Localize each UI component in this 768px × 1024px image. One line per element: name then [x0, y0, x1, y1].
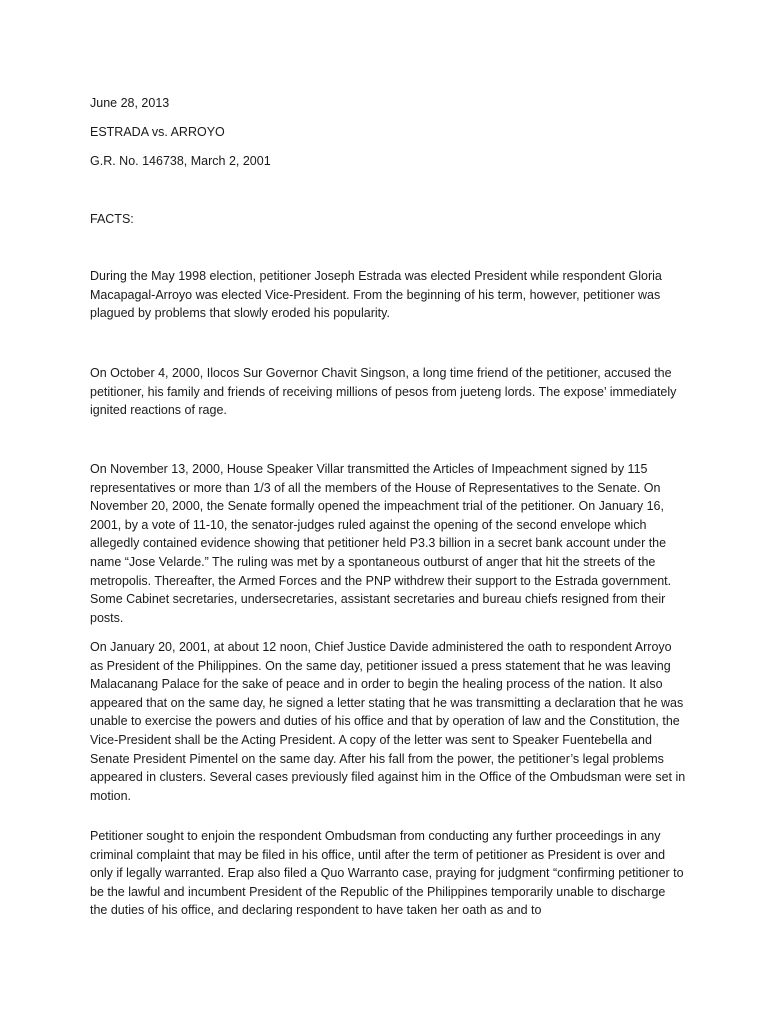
paragraph-petition: Petitioner sought to enjoin the respondent Ombudsman from conducting any further proceedings in any criminal complaint that may be filed in his office, until after the term of petitioner as President is over and only if legally warranted. Erap also filed a Quo Warranto case, praying for judgment “confirming petitioner to be the lawful and incumbent President of the Republic of the Philippines temporarily unable to discharge the duties of his office, and declaring respondent to have taken her oath as and to — [90, 829, 684, 918]
paragraph-election: During the May 1998 election, petitioner Joseph Estrada was elected President while respondent Gloria Macapagal-Arroyo was elected Vice-President. From the beginning of his term, however, petitioner was plagued by problems that slowly eroded his popularity. — [90, 269, 662, 321]
paragraph-impeachment: On November 13, 2000, House Speaker Villar transmitted the Articles of Impeachment signed by 115 representatives or more than 1/3 of all the members of the House of Representatives to the Senate. On November 20, 2000, the Senate formally opened the impeachment trial of the petitioner. On January 16, 2001, by a vote of 11-10, the senator-judges ruled against the opening of the second envelope which allegedly contained evidence showing that petitioner held P3.3 billion in a secret bank account under the name “Jose Velarde.” The ruling was met by a spontaneous outburst of anger that hit the streets of the metropolis. Thereafter, the Armed Forces and the PNP withdrew their support to the Estrada government. Some Cabinet secretaries, undersecretaries, assistant secretaries and bureau chiefs resigned from their posts. — [90, 462, 672, 625]
paragraph-accusation: On October 4, 2000, Ilocos Sur Governor Chavit Singson, a long time friend of the petitioner, accused the petitioner, his family and friends of receiving millions of pesos from jueteng lords. The expose’ immediately ignited reactions of rage. — [90, 366, 677, 418]
document-date: June 28, 2013 — [90, 96, 170, 110]
case-number: G.R. No. 146738, March 2, 2001 — [90, 154, 271, 168]
section-heading: FACTS: — [90, 212, 134, 226]
paragraph-oath: On January 20, 2001, at about 12 noon, Chief Justice Davide administered the oath to respondent Arroyo as President of the Philippines. On the same day, petitioner issued a press statement that he was leaving Malacanang Palace for the sake of peace and in order to begin the healing process of the nation. It also appeared that on the same day, he signed a letter stating that he was transmitting a declaration that he was unable to exercise the powers and duties of his office and that by operation of law and the Constitution, the Vice-President shall be the Acting President. A copy of the letter was sent to Speaker Fuentebella and Senate President Pimentel on the same day. After his fall from the power, the petitioner’s legal problems appeared in clusters. Several cases previously filed against him in the Office of the Ombudsman were set in motion. — [90, 640, 686, 803]
case-title: ESTRADA vs. ARROYO — [90, 125, 225, 139]
